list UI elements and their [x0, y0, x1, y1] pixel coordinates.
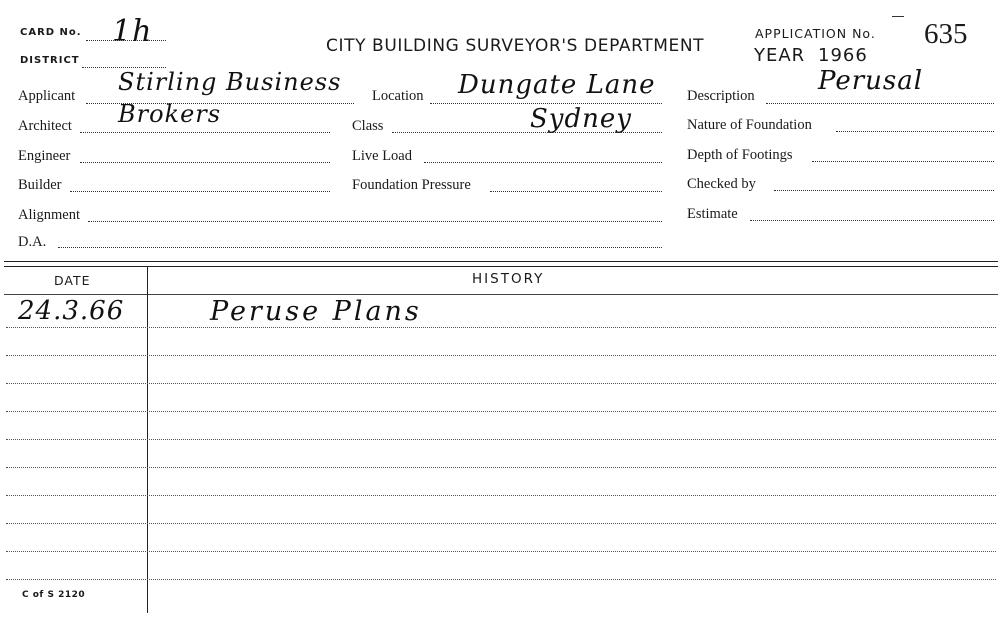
- department-title: CITY BUILDING SURVEYOR'S DEPARTMENT: [326, 36, 705, 56]
- card-no-label: CARD No.: [20, 27, 82, 38]
- history-line: [6, 551, 996, 552]
- history-header: HISTORY: [472, 271, 545, 287]
- nature-of-foundation-line: [836, 131, 994, 132]
- alignment-line: [88, 221, 662, 222]
- estimate-line: [750, 220, 994, 221]
- checked-by-line: [774, 190, 994, 191]
- applicant-value: Stirling Business Brokers: [118, 68, 342, 128]
- live-load-line: [424, 162, 662, 163]
- location-value-line2: Sydney: [530, 104, 632, 134]
- history-line: [6, 439, 996, 440]
- da-line: [58, 247, 662, 248]
- history-line: [6, 579, 996, 580]
- architect-line: [80, 132, 330, 133]
- history-row-date: 24.3.66: [18, 296, 125, 326]
- checked-by-label: Checked by: [687, 176, 756, 192]
- year-label: YEAR: [754, 45, 806, 66]
- date-column-divider: [147, 267, 148, 613]
- location-value-line1: Dungate Lane: [458, 70, 656, 100]
- application-mark: [892, 16, 904, 17]
- engineer-label: Engineer: [18, 148, 71, 164]
- foundation-pressure-label: Foundation Pressure: [352, 177, 471, 193]
- builder-line: [70, 191, 330, 192]
- description-label: Description: [687, 88, 755, 104]
- application-no: 635: [924, 18, 968, 50]
- foundation-pressure-line: [490, 191, 662, 192]
- estimate-label: Estimate: [687, 206, 738, 222]
- live-load-label: Live Load: [352, 148, 412, 164]
- builder-label: Builder: [18, 177, 62, 193]
- description-line: [766, 103, 994, 104]
- engineer-line: [80, 162, 330, 163]
- history-line: [6, 411, 996, 412]
- history-line: [6, 355, 996, 356]
- alignment-label: Alignment: [18, 207, 81, 223]
- history-line: [6, 467, 996, 468]
- depth-of-footings-line: [812, 161, 994, 162]
- history-line: [6, 327, 996, 328]
- history-row-entry: Peruse Plans: [210, 296, 422, 327]
- application-no-label: APPLICATION No.: [755, 26, 876, 41]
- applicant-label: Applicant: [18, 88, 76, 104]
- year-value: 1966: [818, 45, 868, 66]
- class-line: [392, 132, 662, 133]
- da-label: D.A.: [18, 234, 47, 250]
- card-no-value: 1h: [112, 14, 153, 49]
- section-rule-top: [4, 261, 998, 262]
- district-label: DISTRICT: [20, 55, 80, 66]
- form-code: C of S 2120: [22, 590, 86, 600]
- class-label: Class: [352, 118, 384, 134]
- history-line: [6, 383, 996, 384]
- date-header: DATE: [54, 273, 91, 288]
- location-label: Location: [372, 88, 424, 104]
- nature-of-foundation-label: Nature of Foundation: [687, 117, 812, 133]
- description-value: Perusal: [818, 66, 924, 96]
- history-header-rule: [4, 294, 998, 295]
- section-rule-bottom: [4, 266, 998, 267]
- history-line: [6, 523, 996, 524]
- history-line: [6, 495, 996, 496]
- depth-of-footings-label: Depth of Footings: [687, 147, 793, 163]
- architect-label: Architect: [18, 118, 72, 134]
